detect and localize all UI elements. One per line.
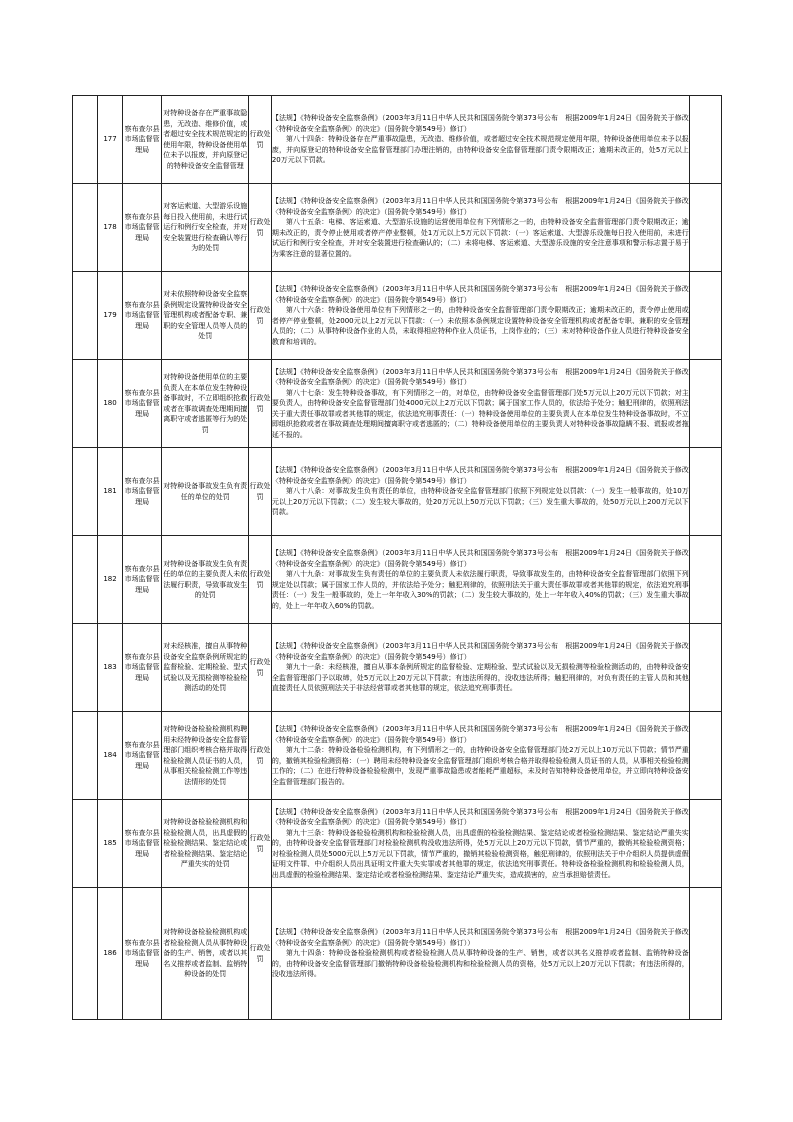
law-article: 第九十四条：特种设备检验检测机构或者检验检测人员从事特种设备的生产、销售，或者以其名义推荐或者监制、监销特种设备的，由特种设备安全监督管理部门撤销特种设备检验检测机构和检验检测人员的资格，处5万元以上20万元以下罚款；有违法所得的，没收违法所得。 [271,949,689,979]
remarks-cell [689,712,721,800]
legal-basis [271,184,689,272]
power-type: 行政处罚 [249,184,272,272]
law-citation: 【法规】《特种设备安全监察条例》（2003年3月11日中华人民共和国国务院令第373号公布 根据2009年1月24日《国务院关于修改〈特种设备安全监察条例〉的决定》（国务院令第549号）修订） [271,549,689,568]
legal-basis [271,624,689,712]
row-number: 181 [98,448,123,536]
legal-basis [271,712,689,800]
matter-name: 对特种设备事故发生负有责任的单位的处罚 [162,448,249,536]
row-number: 177 [98,96,123,184]
table-row [73,184,722,272]
remarks-cell [689,96,721,184]
law-article: 第九十二条：特种设备检验检测机构，有下列情形之一的，由特种设备安全监督管理部门处2万元以上10万元以下罚款；情节严重的，撤销其检验检测资格：（一）聘用未经特种设备安全监督管理部门组织考核合格并取得检验检测人员证书的人员，从事相关检验检测工作的；（二）在进行特种设备检验检测中，发现严重事故隐患或者能耗严重超标，未及时告知特种设备使用单位，并立即向特种设备安全监督管理部门报告的。 [271,746,689,786]
department-name: 察布查尔县市场监督管理局 [123,800,162,888]
remarks-cell [689,360,721,448]
law-citation: 【法规】《特种设备安全监察条例》（2003年3月11日中华人民共和国国务院令第373号公布 根据2009年1月24日《国务院关于修改〈特种设备安全监察条例〉的决定》（国务院令第549号）修订） [271,367,689,387]
remarks-cell [689,624,721,712]
law-citation: 【法规】《特种设备安全监察条例》（2003年3月11日中华人民共和国国务院令第373号公布 根据2009年1月24日《国务院关于修改〈特种设备安全监察条例〉的决定》（国务院令第549号）修订） [271,642,689,661]
row-number: 185 [98,800,123,888]
law-article: 第八十四条：特种设备存在严重事故隐患，无改造、维修价值，或者超过安全技术规范规定使用年限，特种设备使用单位未予以报废，并向原登记的特种设备安全监督管理部门办理注销的，由特种设备安全监督管理部门责令限期改正；逾期未改正的，处5万元以上20万元以下罚款。 [271,135,689,165]
power-type: 行政处罚 [249,448,272,536]
legal-basis [271,888,689,1020]
table-row [73,96,722,184]
law-article: 第八十六条：特种设备使用单位有下列情形之一的，由特种设备安全监督管理部门责令限期改正；逾期未改正的，责令停止使用或者停产停业整顿，处2000元以上2万元以下罚款：（一）未依照本条例规定设置特种设备安全管理机构或者配备专职、兼职的安全管理人员的；（二）从事特种设备作业的人员，未取得相应特种作业人员证书，上岗作业的；（三）未对特种设备作业人员进行特种设备安全教育和培训的。 [271,306,689,346]
remarks-cell [689,800,721,888]
remarks-cell [689,536,721,624]
department-name: 察布查尔县市场监督管理局 [123,448,162,536]
blank-cell [73,888,98,1020]
legal-basis [271,272,689,360]
law-citation: 【法规】《特种设备安全监察条例》（2003年3月11日中华人民共和国国务院令第373号公布 根据2009年1月24日《国务院关于修改〈特种设备安全监察条例〉的决定》（国务院令第549号）修订） [271,807,689,827]
remarks-cell [689,888,721,1020]
law-article: 第八十五条：电梯、客运索道、大型游乐设施的运营使用单位有下列情形之一的，由特种设备安全监督管理部门责令限期改正；逾期未改正的，责令停止使用或者停产停业整顿，处1万元以上5万元以下罚款：（一）客运索道、大型游乐设施每日投入使用前，未进行试运行和例行安全检查，并对安全装置进行检查确认的；（二）未将电梯、客运索道、大型游乐设施的安全注意事项和警示标志置于易于为乘客注意的显著位置的。 [271,218,689,258]
legal-basis [271,800,689,888]
matter-name: 对特种设备检验检测机构和检验检测人员，出具虚假的检验检测结果、鉴定结论或者检验检测结果、鉴定结论严重失实的处罚 [162,800,249,888]
law-citation: 【法规】《特种设备安全监察条例》（2003年3月11日中华人民共和国国务院令第373号公布 根据2009年1月24日《国务院关于修改〈特种设备安全监察条例〉的决定》（国务院令第549号）修订） [271,197,689,216]
blank-cell [73,712,98,800]
power-type: 行政处罚 [249,360,272,448]
remarks-cell [689,184,721,272]
power-type: 行政处罚 [249,624,272,712]
matter-name: 对特种设备存在严重事故隐患，无改造、维修价值，或者超过安全技术规范规定的使用年限，特种设备使用单位未予以报废，并向原登记的特种设备安全监督管理 [162,96,249,184]
blank-cell [73,96,98,184]
law-citation: 【法规】《特种设备安全监察条例》（2003年3月11日中华人民共和国国务院令第373号公布 根据2009年1月24日《国务院关于修改〈特种设备安全监察条例〉的决定》（国务院令第549号）修订）） [271,928,689,947]
table-row [73,272,722,360]
legal-basis [271,448,689,536]
department-name: 察布查尔县市场监督管理局 [123,272,162,360]
matter-name: 对特种设备使用单位的主要负责人在本单位发生特种设备事故时，不立即组织抢救或者在事故调查处理期间擅离职守或者逃匿等行为的处罚 [162,360,249,448]
blank-cell [73,360,98,448]
table-row [73,624,722,712]
table-row [73,448,722,536]
law-article: 第九十一条：未经核准，擅自从事本条例所规定的监督检验、定期检验、型式试验以及无损检测等检验检测活动的，由特种设备安全监督管理部门予以取缔，处5万元以上20万元以下罚款；有违法所得的，没收违法所得；触犯刑律的，对负有责任的主管人员和其他直接责任人员依照刑法关于非法经营罪或者其他罪的规定，依法追究刑事责任。 [271,663,689,693]
table-row [73,712,722,800]
law-article: 第八十七条：发生特种设备事故，有下列情形之一的，对单位，由特种设备安全监督管理部门处5万元以上20万元以下罚款；对主要负责人，由特种设备安全监督管理部门处4000元以上2万元以下罚款；属于国家工作人员的，依法给予处分；触犯刑律的，依照刑法关于重大责任事故罪或者其他罪的规定，依法追究刑事责任：（一）特种设备使用单位的主要负责人在本单位发生特种设备事故时，不立即组织抢救或者在事故调查处理期间擅离职守或者逃匿的；（二）特种设备使用单位的主要负责人对特种设备事故隐瞒不报、谎报或者拖延不报的。 [271,388,689,439]
matter-name: 对客运索道、大型游乐设施每日投入使用前，未进行试运行和例行安全检查，并对安全装置进行检查确认等行为的处罚 [162,184,249,272]
power-type: 行政处罚 [249,712,272,800]
row-number: 186 [98,888,123,1020]
power-type: 行政处罚 [249,888,272,1020]
row-number: 183 [98,624,123,712]
table-row [73,888,722,1020]
power-type: 行政处罚 [249,272,272,360]
law-article: 第八十九条：对事故发生负有责任的单位的主要负责人未依法履行职责，导致事故发生的，由特种设备安全监督管理部门依照下列规定处以罚款；属于国家工作人员的，并依法给予处分；触犯刑律的，依照刑法关于重大责任事故罪或者其他罪的规定，依法追究刑事责任：（一）发生一般事故的，处上一年年收入30%的罚款；（二）发生较大事故的，处上一年年收入40%的罚款；（三）发生重大事故的，处上一年年收入60%的罚款。 [271,570,689,610]
department-name: 察布查尔县市场监督管理局 [123,360,162,448]
matter-name: 对未依照特种设备安全监察条例规定设置特种设备安全管理机构或者配备专职、兼职的安全管理人员等人员的处罚 [162,272,249,360]
law-article: 第九十三条：特种设备检验检测机构和检验检测人员，出具虚假的检验检测结果、鉴定结论或者检验检测结果、鉴定结论严重失实的，由特种设备安全监督管理部门对检验检测机构没收违法所得，处5万元以上20万元以下罚款，情节严重的，撤销其检验检测资格；对检验检测人员处5000元以上5万元以下罚款，情节严重的，撤销其检验检测资格，触犯刑律的，依照刑法关于中介组织人员提供虚假证明文件罪、中介组织人员出具证明文件重大失实罪或者其他罪的规定，依法追究刑事责任。特种设备检验检测机构和检验检测人员，出具虚假的检验检测结果、鉴定结论或者检验检测结果、鉴定结论严重失实，造成损害的，应当承担赔偿责任。 [271,828,689,879]
row-number: 182 [98,536,123,624]
law-article: 第八十八条：对事故发生负有责任的单位，由特种设备安全监督管理部门依照下列规定处以罚款：（一）发生一般事故的，处10万元以上20万元以下罚款；（二）发生较大事故的，处20万元以上50万元以下罚款；（三）发生重大事故的，处50万元以上200万元以下罚款。 [271,487,689,517]
legal-basis [271,96,689,184]
row-number: 180 [98,360,123,448]
remarks-cell [689,272,721,360]
row-number: 179 [98,272,123,360]
remarks-cell [689,448,721,536]
department-name: 察布查尔县市场监督管理局 [123,888,162,1020]
blank-cell [73,624,98,712]
blank-cell [73,800,98,888]
power-type: 行政处罚 [249,536,272,624]
law-citation: 【法规】《特种设备安全监察条例》（2003年3月11日中华人民共和国国务院令第373号公布 根据2009年1月24日《国务院关于修改〈特种设备安全监察条例〉的决定》（国务院令第549号）修订） [271,285,689,304]
table-body [73,96,722,1020]
power-type: 行政处罚 [249,96,272,184]
power-type: 行政处罚 [249,800,272,888]
matter-name: 对特种设备事故发生负有责任的单位的主要负责人未依法履行职责，导致事故发生的处罚 [162,536,249,624]
department-name: 察布查尔县市场监督管理局 [123,96,162,184]
department-name: 察布查尔县市场监督管理局 [123,536,162,624]
matter-name: 对特种设备检验检测机构聘用未经特种设备安全监督管理部门组织考核合格并取得检验检测人员证书的人员，从事相关检验检测工作等违法情形的处罚 [162,712,249,800]
regulation-table [72,95,722,1020]
department-name: 察布查尔县市场监督管理局 [123,624,162,712]
blank-cell [73,272,98,360]
table-row [73,536,722,624]
department-name: 察布查尔县市场监督管理局 [123,712,162,800]
row-number: 184 [98,712,123,800]
legal-basis [271,360,689,448]
blank-cell [73,536,98,624]
table-row [73,800,722,888]
law-citation: 【法规】《特种设备安全监察条例》（2003年3月11日中华人民共和国国务院令第373号公布 根据2009年1月24日《国务院关于修改〈特种设备安全监察条例〉的决定》（国务院令第549号）修订） [271,466,689,485]
matter-name: 对未经核准，擅自从事特种设备安全监察条例所规定的监督检验、定期检验、型式试验以及无损检测等检验检测活动的处罚 [162,624,249,712]
law-citation: 【法规】《特种设备安全监察条例》（2003年3月11日中华人民共和国国务院令第373号公布 根据2009年1月24日《国务院关于修改〈特种设备安全监察条例〉的决定》（国务院令第549号）修订） [271,725,689,744]
department-name: 察布查尔县市场监督管理局 [123,184,162,272]
matter-name: 对特种设备检验检测机构或者检验检测人员从事特种设备的生产、销售，或者以其名义推荐或者监制、监销特种设备的处罚 [162,888,249,1020]
table-row [73,360,722,448]
legal-basis [271,536,689,624]
blank-cell [73,448,98,536]
law-citation: 【法规】《特种设备安全监察条例》（2003年3月11日中华人民共和国国务院令第373号公布 根据2009年1月24日《国务院关于修改〈特种设备安全监察条例〉的决定》（国务院令第549号）修订） [271,114,689,133]
blank-cell [73,184,98,272]
row-number: 178 [98,184,123,272]
